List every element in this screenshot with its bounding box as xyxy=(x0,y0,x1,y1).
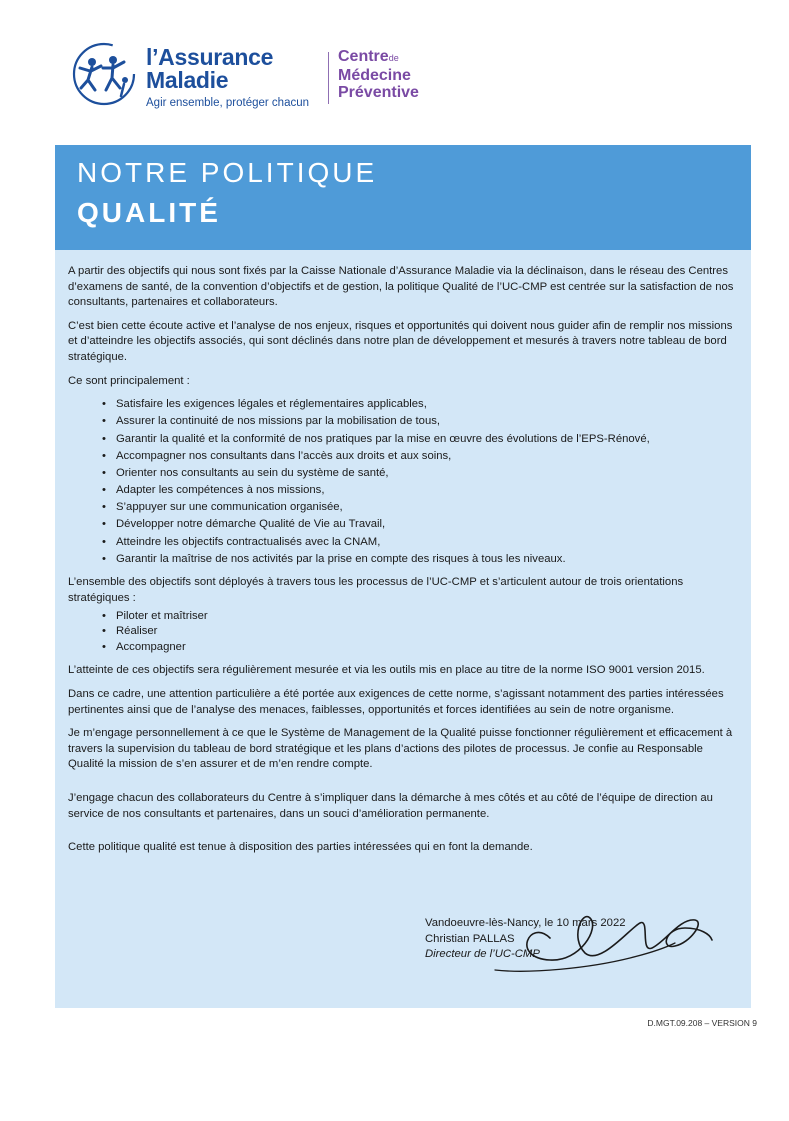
context-paragraph: Dans ce cadre, une attention particulière a été portée aux exigences de cette norme, s’agissant notamment des parties intéressées pertinentes ainsi que de l’analyse des menaces, faiblesses, opportunités et forces identifiées au sein de notre organisme. xyxy=(68,688,724,716)
principal-list xyxy=(68,397,738,567)
assurance-name-line1: l’Assurance xyxy=(146,44,274,70)
list-item: • Atteindre les objectifs contractualisés avec la CNAM, xyxy=(116,535,738,551)
assurance-name-line2: Maladie xyxy=(146,67,229,93)
cmp-line2: Médecine xyxy=(338,67,411,84)
listening-paragraph: C’est bien cette écoute active et l’analyse de nos enjeux, risques et opportunités qui doivent nous guider afin de remplir nos missions et d’atteindre les objectifs associés, qui sont déclinés dans notre plan de développement et mesurés à travers notre tableau de bord stratégique. xyxy=(68,319,733,363)
cmp-logo xyxy=(338,48,419,101)
handwritten-signature-icon xyxy=(490,898,720,978)
list-item: • Accompagner nos consultants dans l’accès aux droits et aux soins, xyxy=(116,449,738,465)
list-item: • Assurer la continuité de nos missions par la mobilisation de tous, xyxy=(116,414,738,430)
list-item: • Accompagner xyxy=(116,640,738,656)
measurement-paragraph: L’atteinte de ces objectifs sera régulièrement mesurée et via les outils mis en place au titre de la norme ISO 9001 version 2015. xyxy=(68,664,705,677)
logo-divider xyxy=(328,52,329,104)
cmp-line1-small: de xyxy=(388,53,399,63)
engagement-paragraph: J’engage chacun des collaborateurs du Centre à s’impliquer dans la démarche à mes côtés et au côté de l’équipe de direction au service de nos consultants et partenaires, dans un souci d’amélioration permanente. xyxy=(68,791,713,820)
page-title-line1: NOTRE POLITIQUE xyxy=(77,157,378,188)
list-item: • Orienter nos consultants au sein du système de santé, xyxy=(116,466,738,482)
intro-paragraph: A partir des objectifs qui nous sont fixés par la Caisse Nationale d’Assurance Maladie via la déclinaison, dans le réseau des Centres d’examens de santé, de la convention d’objectifs et de gestion, la politique Qualité de l’UC-CMP est centrée sur la satisfaction de nos consultants, partenaires et collaborateurs. xyxy=(68,265,734,309)
signatory-name: Christian PALLAS xyxy=(425,932,515,945)
list-item: • Garantir la maîtrise de nos activités par la prise en compte des risques à tous les niveaux. xyxy=(116,552,738,568)
list-item: • Développer notre démarche Qualité de Vie au Travail, xyxy=(116,517,738,533)
commitment-paragraph: Je m’engage personnellement à ce que le Système de Management de la Qualité puisse fonctionner régulièrement et efficacement à travers la supervision du tableau de bord stratégique et les plans d’actions des pilotes de processus. Je confie au Responsable Qualité la mission de s’en assurer et de m’en rendre compte. xyxy=(68,727,733,771)
list-item: • Piloter et maîtriser xyxy=(116,609,738,625)
list-item: • Réaliser xyxy=(116,624,738,640)
policy-body xyxy=(68,264,738,864)
list-item: • S’appuyer sur une communication organisée, xyxy=(116,500,738,516)
orientation-list xyxy=(68,609,738,656)
title-banner xyxy=(55,145,751,250)
assurance-maladie-name xyxy=(146,46,273,92)
cmp-line3: Préventive xyxy=(338,84,419,101)
list-item: • Adapter les compétences à nos missions, xyxy=(116,483,738,499)
document-reference: D.MGT.09.208 – VERSION 9 xyxy=(647,1018,757,1028)
cmp-line1: Centre xyxy=(338,48,389,65)
assurance-tagline: Agir ensemble, protéger chacun xyxy=(146,97,310,109)
page-title-line2: QUALITÉ xyxy=(77,197,221,228)
content-panel xyxy=(55,250,751,1008)
header-logos xyxy=(68,38,468,118)
list-item: • Garantir la qualité et la conformité de nos pratiques par la mise en œuvre des évolutions de l’EPS-Rénové, xyxy=(116,432,738,448)
principal-heading: Ce sont principalement : xyxy=(68,374,190,387)
signature-place-date: Vandoeuvre-lès-Nancy, le 10 mars 2022 xyxy=(425,917,626,929)
orientations-paragraph: L’ensemble des objectifs sont déployés à travers tous les processus de l’UC-CMP et s’articulent autour de trois orientations stratégiques : xyxy=(68,576,684,605)
signatory-role: Directeur de l’UC-CMP xyxy=(425,948,540,961)
assurance-maladie-emblem-icon xyxy=(68,38,140,110)
availability-paragraph: Cette politique qualité est tenue à disposition des parties intéressées qui en font la demande. xyxy=(68,841,533,854)
list-item: • Satisfaire les exigences légales et réglementaires applicables, xyxy=(116,397,738,413)
